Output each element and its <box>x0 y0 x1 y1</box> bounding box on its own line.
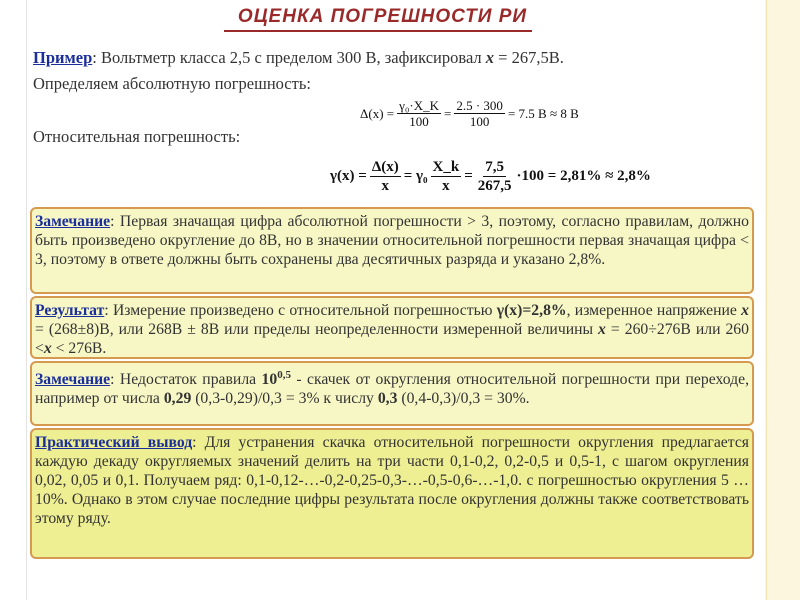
result-x-1: x <box>741 302 749 319</box>
f1-frac-2-den: 100 <box>469 114 490 129</box>
f2-frac-3-num: 7,5 <box>485 159 505 175</box>
note-box-2 <box>30 361 754 426</box>
result-box <box>30 296 754 359</box>
slide-title: ОЦЕНКА ПОГРЕШНОСТИ РИ <box>237 6 528 27</box>
result-label: Результат <box>35 302 105 319</box>
practical-label: Практический вывод <box>35 434 193 451</box>
example-line <box>33 48 564 68</box>
result-text-1: : Измерение произведено с относительной погрешностью <box>104 302 497 319</box>
result-x-2: x <box>598 321 606 338</box>
result-text-4: = 260÷276В или 260 < <box>35 321 749 357</box>
result-text-5: < 276В. <box>51 340 107 357</box>
f1-frac-2 <box>454 98 505 129</box>
f2-frac-3-den: 267,5 <box>477 178 512 194</box>
f2-result: ·100 = 2,81% ≈ 2,8% <box>516 168 651 184</box>
result-x-3: x <box>43 340 52 357</box>
abs-heading: Определяем абсолютную погрешность: <box>33 74 311 93</box>
f1-result: = 7.5 B ≈ 8 B <box>507 105 579 121</box>
note2-text-1: : Недостаток правила <box>110 371 262 389</box>
f2-frac-2-num: X_k <box>432 159 460 175</box>
note2-label: Замечание <box>35 371 111 389</box>
formula-relative <box>330 158 651 195</box>
note2-number-1: 0,29 <box>163 390 192 408</box>
note1-text: : Первая значащая цифра абсолютной погрешности > 3, поэтому, согласно правилам, должно быть произведено округление до 8В, но в значении относительной погрешности первая значащая цифра < 3, поэтому в ответе должны быть сохранены два десятичных разряда и указано 2,8%. <box>35 213 749 268</box>
note2-number-2: 0,3 <box>377 390 398 408</box>
f2-frac-1 <box>370 158 401 195</box>
example-text-1: : Вольтметр класса 2,5 с пределом 300 В, зафиксировал <box>92 48 486 67</box>
f1-frac-2-num: 2.5 · 300 <box>456 98 503 113</box>
left-margin-rule <box>26 0 27 600</box>
formula-absolute <box>360 98 579 129</box>
example-text-2: = 267,5В. <box>494 48 564 67</box>
practical-box <box>30 428 754 559</box>
note2-text-2: - скачек от округления относительной погрешности при переходе, например от числа <box>35 371 749 408</box>
f2-frac-2-den: x <box>442 178 450 194</box>
rel-heading: Относительная погрешность: <box>33 127 241 146</box>
example-label: Пример <box>33 48 93 67</box>
f2-eq: = <box>464 168 473 184</box>
note2-rule <box>262 371 291 388</box>
right-decor-line <box>766 0 767 600</box>
note2-rule-base: 10 <box>261 371 278 389</box>
f2-lhs: γ(x) = <box>330 168 367 184</box>
note2-text-4: (0,4-0,3)/0,3 = 30%. <box>397 390 530 408</box>
right-decor-band <box>765 0 800 600</box>
f1-lhs: Δ(x) = <box>360 105 395 121</box>
f2-mid: = γ₀ <box>403 168 428 184</box>
f1-eq: = <box>444 105 452 121</box>
f1-frac-1-den: 100 <box>409 114 429 129</box>
example-var: x <box>485 48 495 67</box>
f2-frac-3 <box>476 158 514 195</box>
title-underline <box>224 30 532 32</box>
f2-frac-1-den: x <box>381 178 390 194</box>
practical-text: : Для устранения скачка относительной погрешности округления предлагается каждую декаду округляемых значений делить на три части 0,1-0,2, 0,2-0,5 и 0,5-1, с шагом округления 0,02, 0,05 и 0,1. Получаем ряд: 0,1-0,12-…-0,2-0,25-0,3-…-0,5-0,6-…-1,0. с погрешностью округления 5 … 10%. Однако в этом случае последние цифры результата после округления должны также соответствовать этому ряду. <box>35 434 749 527</box>
f1-frac-1 <box>397 98 441 129</box>
f2-frac-2 <box>431 158 462 195</box>
note2-rule-exp: 0,5 <box>277 369 291 381</box>
result-text-3: = (268±8)В, или 268В ± 8В или пределы неопределенности измеренной величины <box>35 321 599 338</box>
note-box-1 <box>30 207 754 294</box>
result-gamma: γ(x)=2,8% <box>496 302 567 319</box>
f2-frac-1-num: Δ(x) <box>371 159 399 175</box>
note2-text-3: (0,3-0,29)/0,3 = 3% к числу <box>191 390 378 408</box>
result-text-2: , измеренное напряжение <box>566 302 742 319</box>
note1-label: Замечание <box>35 213 111 230</box>
f1-frac-1-num: γ₀·X_K <box>399 98 439 113</box>
